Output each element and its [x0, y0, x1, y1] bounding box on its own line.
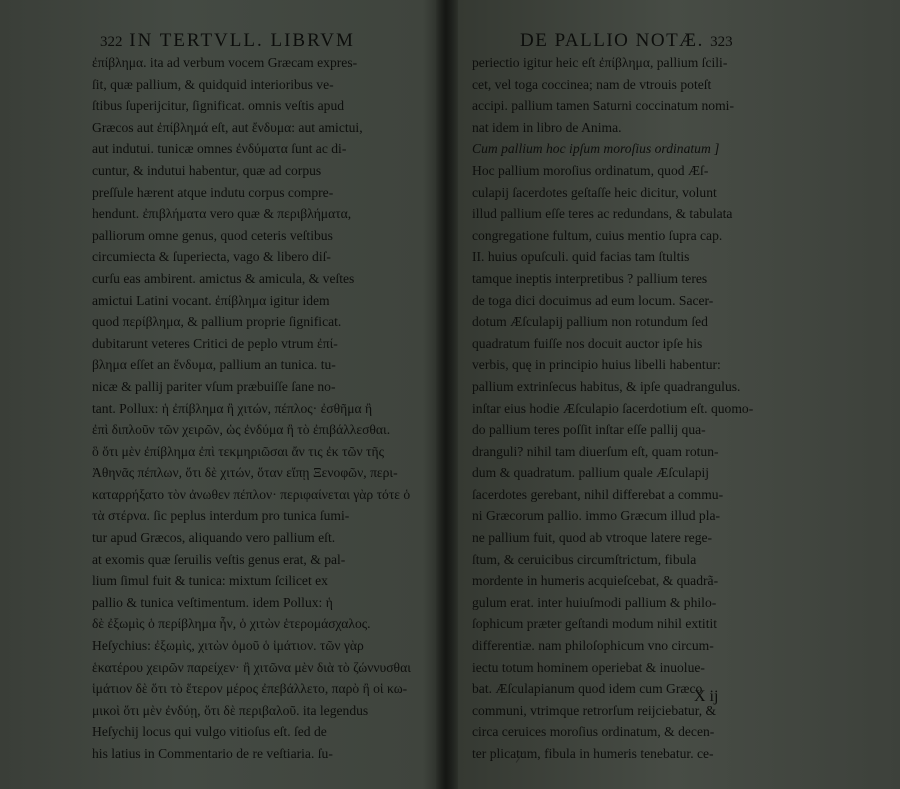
text-line: ἱμάτιον δὲ ὅτι τὸ ἕτερον μέρος ἐπεβάλλετο, παρὸ ἢ οἱ κω-	[92, 681, 408, 697]
text-line: Heſychius: ἐξωμὶς, χιτὼν ὁμοῦ ὁ ἱμάτιον. τῶν γὰρ	[92, 638, 364, 654]
text-line: ſacerdotes gerebant, nihil differebat a commu-	[472, 486, 724, 502]
text-line: ni Græcorum pallio. immo Græcum illud pla-	[472, 508, 721, 524]
right-page-number: 323	[710, 34, 733, 50]
text-line: nat idem in libro de Anima.	[472, 119, 622, 135]
text-line: inſtar eius hodie Æſculapio ſacerdotium eſt. quomo-	[472, 400, 754, 416]
text-line: illud pallium eſſe teres ac redundans, & tabulata	[472, 206, 733, 222]
text-line: cuntur, & indutui habentur, quæ ad corpus	[92, 162, 322, 178]
text-line: culapij ſacerdotes geſtaſſe heic dicitur, volunt	[472, 184, 717, 200]
text-line: ne pallium fuit, quod ab vtroque latere rege-	[472, 530, 713, 546]
text-line: dranguli? nihil tam diuerſum eſt, quam rotun-	[472, 443, 719, 459]
text-line: dum & quadratum. pallium quale Æſculapij	[472, 465, 710, 481]
book-gutter	[436, 0, 458, 789]
text-line: circumiecta & ſuperiecta, vago & libero diſ-	[92, 249, 331, 265]
left-head-title: IN TERTVLL. LIBRVM	[129, 30, 355, 51]
signature-mark: X ij	[694, 688, 719, 705]
text-line: verbis, quę in principio huius libelli habentur:	[472, 357, 721, 373]
text-line: pallio & tunica veſtimentum. idem Pollux: ἡ	[92, 594, 333, 610]
text-line: palliorum omne genus, quod ceteris veſtibus	[92, 227, 333, 243]
text-line: tant. Pollux: ἡ ἐπίβλημα ἢ χιτών, πέπλος· ἐσθῆμα ἢ	[92, 400, 373, 416]
text-line: lium ſimul fuit & tunica: mixtum ſcilicet ex	[92, 573, 328, 589]
text-line: μικοὶ ὅτι μὲν ἐνδύῃ, ὅτι δὲ περιβαλοῦ. ita legendus	[92, 702, 369, 718]
text-line: circa ceruices moroſius ordinatum, & decen-	[472, 724, 715, 740]
text-line: cet, vel toga coccinea; nam de vtrouis poteſt	[472, 76, 712, 92]
text-line: aut indutui. tunicæ omnes ἐνδύματα ſunt ac di-	[92, 141, 347, 157]
text-line: differentiæ. nam philoſophicum vno circum-	[472, 638, 714, 654]
text-line: Græcos aut ἐπίβλημά eſt, aut ἔνδυμα: aut amictui,	[92, 119, 363, 135]
text-line: τὰ στέρνα. ſic peplus interdum pro tunica ſumi-	[92, 508, 350, 524]
text-line: ſtibus ſuperijcitur, ſignificat. omnis veſtis apud	[92, 98, 345, 114]
text-line: Heſychij locus qui vulgo vitioſus eſt. ſed de	[92, 724, 327, 740]
text-line: ſophicum præter geſtandi modum nihil extitit	[472, 616, 718, 632]
text-line: ἐπὶ διπλοῦν τῶν χειρῶν, ὡς ἐνδύμα ἢ τὸ ἐπιβάλλεσθαι.	[92, 422, 391, 438]
right-page-body	[472, 52, 828, 765]
text-line: nicæ & pallij pariter vſum præbuiſſe ſane no-	[92, 378, 336, 394]
left-page	[0, 0, 436, 789]
text-line: καταρρήξατο τὸν ἀνωθεν πέπλον· περιφαίνεται γὰρ τότε ὁ	[92, 486, 411, 502]
text-line: quod περίβλημα, & pallium proprie ſignificat.	[92, 314, 342, 330]
text-line: periectio igitur heic eſt ἐπίβλημα, pallium ſcili-	[472, 55, 728, 70]
right-head-title: DE PALLIO NOTÆ.	[520, 30, 704, 51]
text-line: ἐπίβλημα. ita ad verbum vocem Græcam expres-	[92, 55, 358, 70]
text-line: congregatione fultum, cuius mentio ſupra cap.	[472, 227, 723, 243]
text-line: pallium extrinſecus habitus, & ipſe quadrangulus.	[472, 378, 741, 394]
text-line: Cum pallium hoc ipſum moroſius ordinatum ]	[472, 141, 720, 157]
text-line: preſſule hærent atque indutu corpus compre-	[92, 184, 334, 200]
text-line: bat. Æſculapianum quod idem cum Græco	[472, 681, 703, 697]
right-running-head	[520, 30, 733, 52]
left-page-number: 322	[100, 34, 123, 50]
text-line: amictui Latini vocant. ἐπίβλημα igitur idem	[92, 292, 330, 308]
left-running-head	[100, 30, 355, 52]
text-line: communi, vtrimque retrorſum reijciebatur, &	[472, 702, 717, 718]
text-line: βλημα eſſet an ἔνδυμα, pallium an tunica. tu-	[92, 357, 336, 373]
text-line: Ἀθηνᾶς πέπλων, ὅτι δὲ χιτών, ὅταν εἴπῃ Ξενοφῶν, περι-	[92, 465, 398, 481]
text-line: ſtum, & ceruicibus circumſtrictum, fibula	[472, 551, 697, 567]
text-line: accipi. pallium tamen Saturni coccinatum nomi-	[472, 98, 734, 114]
text-line: II. huius opuſculi. quid facias tam ſtultis	[472, 249, 690, 265]
text-line: hendunt. ἐπιβλήματα vero quæ & περιβλήματα,	[92, 206, 352, 222]
text-line: dubitarunt veteres Critici de peplo vtrum ἐπί-	[92, 335, 338, 351]
text-line: de toga dici docuimus ad eum locum. Sacer-	[472, 292, 714, 308]
left-page-body	[92, 52, 427, 765]
text-line: do pallium teres poſſit inſtar eſſe pallij qua-	[472, 422, 706, 438]
text-line: Hoc pallium moroſius ordinatum, quod Æſ-	[472, 162, 709, 178]
text-line: δὲ ἐξωμὶς ὁ περίβλημα ἦν, ὁ χιτὼν ἑτερομάσχαλος.	[92, 616, 371, 632]
text-line: curſu eas ambirent. amictus & amicula, & veſtes	[92, 270, 355, 286]
text-line: iectu totum hominem operiebat & inuolue-	[472, 659, 705, 675]
text-line: ὃ ὅτι μὲν ἐπίβλημα ἐπὶ τεκμηριῶσαι ἄν τις ἐκ τῶν τῆς	[92, 443, 384, 459]
text-line: gulum erat. inter huiuſmodi pallium & philo-	[472, 594, 717, 610]
text-line: ἑκατέρου χειρῶν παρείχεν· ἢ χιτῶνα μὲν διὰ τὸ ζώννυσθαι	[92, 659, 411, 675]
text-line: mordente in humeris acquieſcebat, & quadrã-	[472, 573, 719, 589]
text-line: ſit, quæ pallium, & quidquid interioribus ve-	[92, 76, 334, 92]
text-line: his latius in Commentario de re veſtiaria. ſu-	[92, 746, 333, 761]
text-line: ter plicatum, fibula in humeris tenebatur. ce-	[472, 746, 714, 761]
text-line: quadratum fuiſſe nos docuit auctor ipſe his	[472, 335, 703, 351]
text-line: tur apud Græcos, aliquando vero pallium eſt.	[92, 530, 336, 546]
right-page	[458, 0, 900, 789]
text-line: at exomis quæ ſeruilis veſtis genus erat, & pal-	[92, 551, 346, 567]
text-line: tamque ineptis interpretibus ? pallium teres	[472, 270, 708, 286]
text-line: dotum Æſculapij pallium non rotundum ſed	[472, 314, 708, 330]
